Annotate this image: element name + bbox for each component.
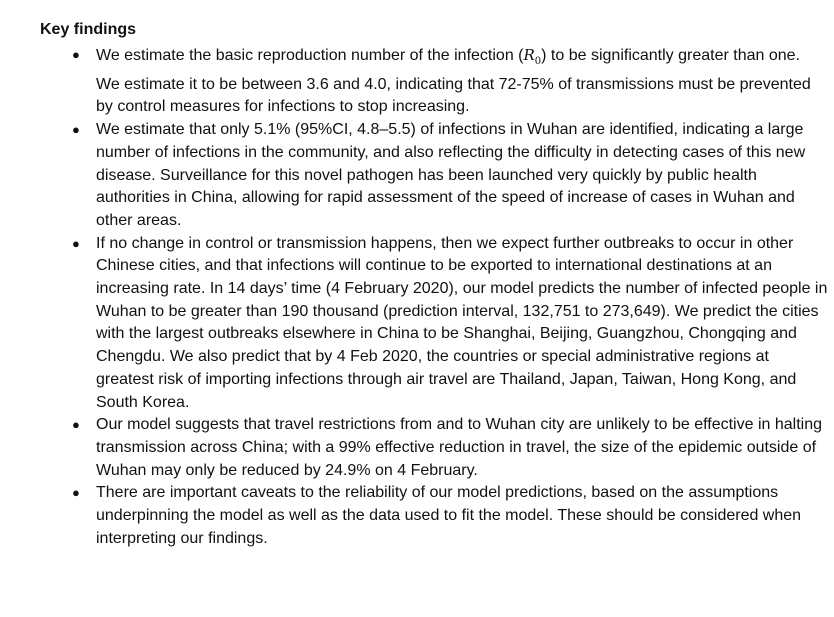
section-heading: Key findings <box>40 21 137 38</box>
finding-text-2: We estimate that only 5.1% (95%CI, 4.8–5.5) of infections in Wuhan are identified, indicating a large number of infections in the community, and also reflecting the difficulty in detecting cases of this new disease. Surveillance for this novel pathogen has been launched very quickly by public health authorities in China, allowing for rapid assessment of the speed of increase of cases in Wuhan and other areas. <box>96 121 806 229</box>
r0-symbol-letter: R <box>523 46 535 64</box>
finding-text-3: If no change in control or transmission happens, then we expect further outbreaks to occur in other Chinese cities, and that infections will continue to be exported to international destinations at an increasing rate. In 14 days’ time (4 February 2020), our model predicts the number of infected people in Wuhan to be greater than 190 thousand (prediction interval, 132,751 to 273,649). We predict the cities with the largest outbreaks elsewhere in China to be Shanghai, Beijing, Guangzhou, Chongqing and Chengdu. We also predict that by 4 Feb 2020, the countries or special administrative regions at greatest risk of importing infections through air travel are Thailand, Japan, Taiwan, Hong Kong, and South Korea. <box>96 234 828 411</box>
bullet-icon: ● <box>72 235 80 251</box>
r0-symbol <box>523 46 542 67</box>
bullet-icon: ● <box>72 417 80 433</box>
finding-item-3 <box>38 233 828 415</box>
finding-text-1-end: ) to be significantly greater than one. We estimate it to be between 3.6 and 4.0, indicating that 72-75% of transmissions must be prevented by control measures for infections to stop increasing. <box>96 47 811 116</box>
findings-list <box>38 44 828 550</box>
finding-item-2 <box>38 119 828 233</box>
finding-item-4 <box>38 414 828 482</box>
finding-item-1 <box>38 44 828 119</box>
r0-symbol-subscript: 0 <box>534 56 542 67</box>
finding-text-5: There are important caveats to the reliability of our model predictions, based on the assumptions underpinning the model as well as the data used to fit the model. These should be considered when interpreting our findings. <box>96 484 802 547</box>
document-body <box>38 19 828 550</box>
bullet-icon: ● <box>72 47 80 62</box>
bullet-icon: ● <box>72 122 80 138</box>
finding-text-4: Our model suggests that travel restrictions from and to Wuhan city are unlikely to be effective in halting transmission across China; with a 99% effective reduction in travel, the size of the epidemic outside of Wuhan may only be reduced by 24.9% on 4 February. <box>96 416 822 479</box>
finding-item-5 <box>38 482 828 550</box>
bullet-icon: ● <box>72 485 80 501</box>
finding-text-1-start: We estimate the basic reproduction number of the infection ( <box>96 47 524 64</box>
